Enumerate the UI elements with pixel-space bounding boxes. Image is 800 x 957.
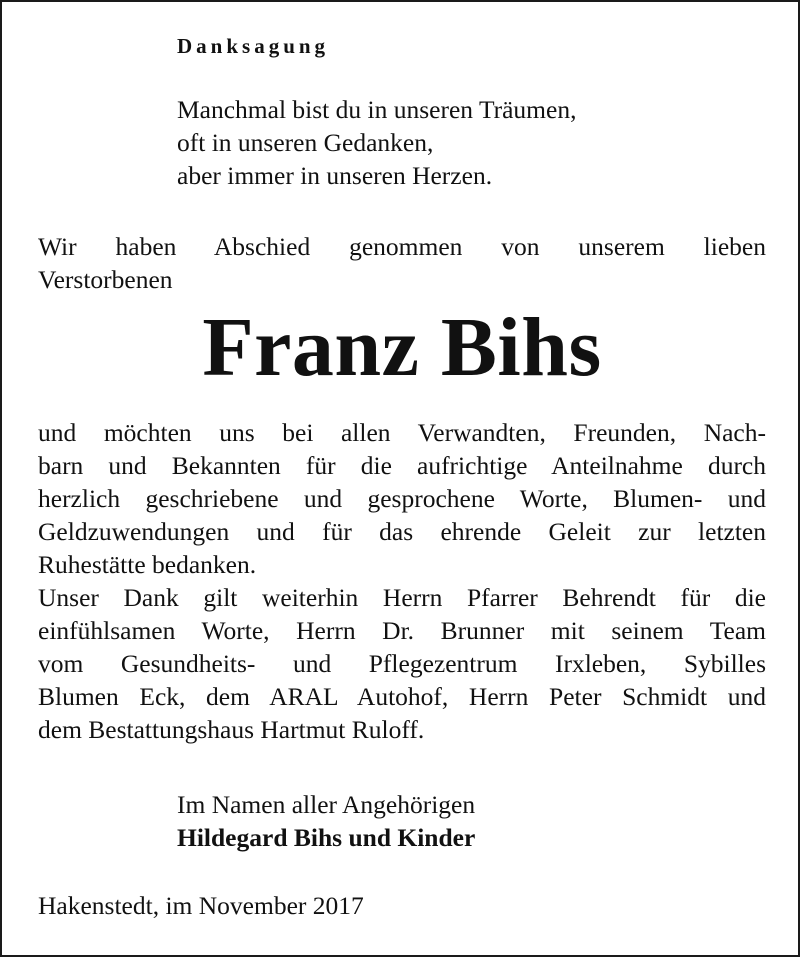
verse-line: aber immer in unseren Herzen. [177, 161, 493, 190]
signature-line: Im Namen aller Angehörigen [177, 790, 476, 819]
verse-line: oft in unseren Gedanken, [177, 128, 434, 157]
body-line: Ruhestätte bedanken. [38, 550, 257, 579]
body-line: dem Bestattungshaus Hartmut Ruloff. [38, 715, 425, 744]
intro-text [38, 230, 766, 296]
body-line: vom Gesundheits- und Pflegezentrum Irxleben, Sybilles [38, 649, 766, 678]
body-line: Geldzuwendungen und für das ehrende Geleit zur letzten [38, 517, 766, 546]
body-line: herzlich geschriebene und gesprochene Worte, Blumen- und [38, 484, 766, 513]
body-line: und möchten uns bei allen Verwandten, Freunden, Nach- [38, 418, 766, 447]
deceased-name: Franz Bihs [202, 301, 602, 394]
signature-family-name: Hildegard Bihs und Kinder [177, 823, 476, 852]
signature [177, 788, 475, 854]
verse [177, 93, 576, 192]
intro-line: Verstorbenen [38, 265, 173, 294]
verse-line: Manchmal bist du in unseren Träumen, [177, 95, 577, 124]
body-line: barn und Bekannten für die aufrichtige Anteilnahme durch [38, 451, 766, 480]
intro-line: Wir haben Abschied genommen von unserem lieben [38, 232, 766, 261]
body-line: Blumen Eck, dem ARAL Autohof, Herrn Peter Schmidt und [38, 682, 766, 711]
heading-danksagung: Danksagung [177, 34, 330, 58]
body-text [38, 416, 766, 746]
body-line: einfühlsamen Worte, Herrn Dr. Brunner mit seinem Team [38, 616, 766, 645]
place-date: Hakenstedt, im November 2017 [38, 891, 364, 920]
body-line: Unser Dank gilt weiterhin Herrn Pfarrer Behrendt für die [38, 583, 766, 612]
